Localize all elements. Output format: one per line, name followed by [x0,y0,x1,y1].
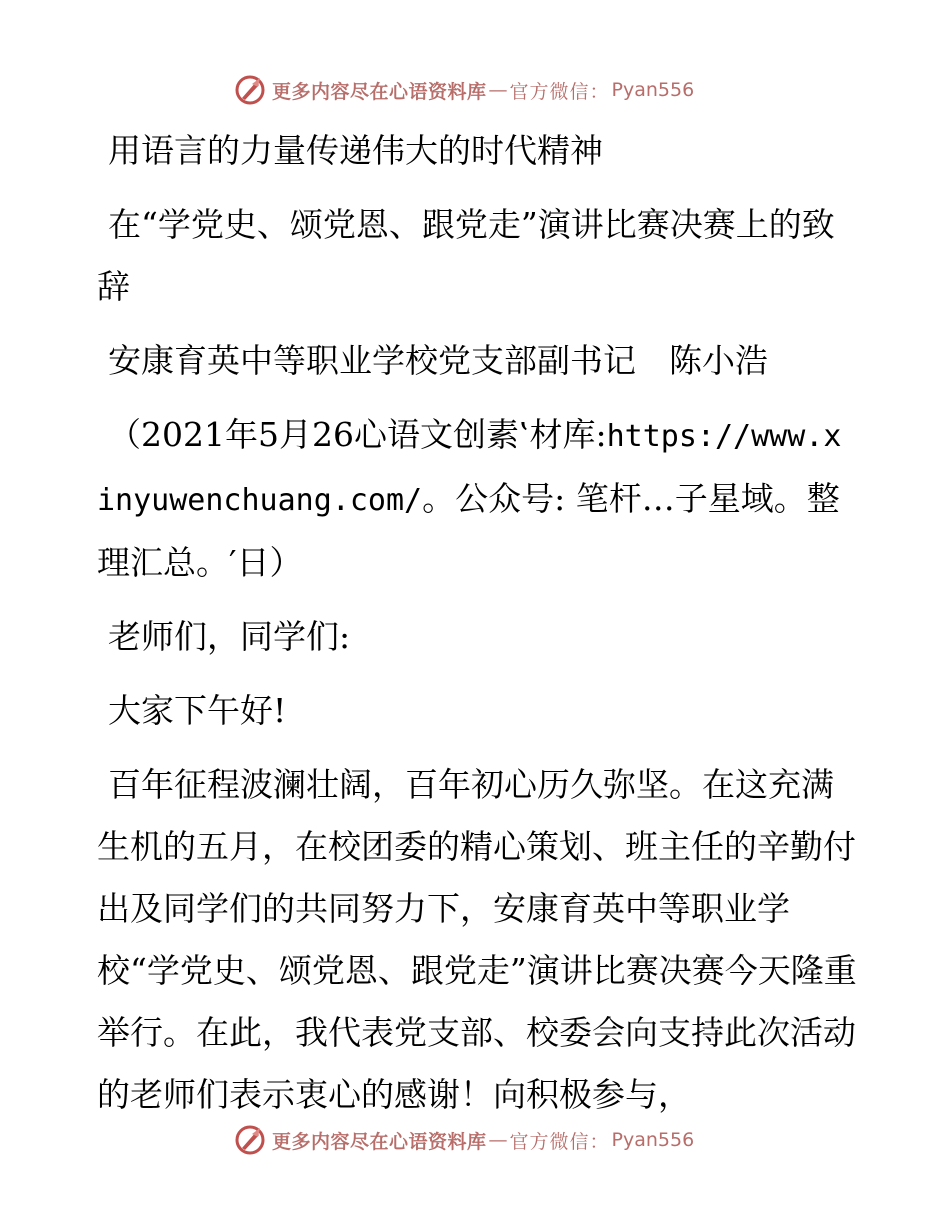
document-greeting: 大家下午好! [108,691,287,730]
watermark-wechat-handle: Pyan556 [611,79,695,101]
document-subtitle: 在“学党史、颂党恩、跟党走”演讲比赛决赛上的致辞 [97,205,835,306]
document-title: 用语言的力量传递伟大的时代精神 [108,131,603,170]
document-author: 安康育英中等职业学校党支部副书记 陈小浩 [108,341,768,380]
document-body [97,120,857,1138]
document-body-paragraph: 百年征程波澜壮阔，百年初心历久弥坚。在这充满生机的五月，在校团委的精心策划、班主任的辛勤付出及同学们的共同努力下，安康育英中等职业学校“学党史、颂党恩、跟党走”演讲比赛决赛今天隆重举行。在此，我代表党支部、校委会向支持此次活动的老师们表示衷心的感谢！向积极参与， [97,765,857,1114]
watermark-wechat-label: 官方微信： [509,80,610,103]
footer-watermark [234,1122,694,1158]
watermark-main-text: 更多内容尽在心语资料库 [272,1130,487,1153]
date-line-url: https://www.xinyuwenchuang.com/ [97,419,842,518]
document-date-line [97,404,857,594]
watermark-dash: — [488,79,508,101]
watermark-main-text: 更多内容尽在心语资料库 [272,80,487,103]
header-watermark [234,72,694,108]
quill-logo-icon [234,1124,266,1156]
date-line-part-a: （2021年5月26心语文创素‛材库: [108,415,607,454]
document-salutation: 老师们，同学们: [108,617,351,656]
date-line-part-c: 。公众号: 笔杆…子星域。整理汇总。′日） [97,479,840,582]
quill-logo-icon [234,74,266,106]
watermark-wechat-label: 官方微信： [509,1130,610,1153]
watermark-wechat-handle: Pyan556 [611,1129,695,1151]
watermark-dash: — [488,1129,508,1151]
